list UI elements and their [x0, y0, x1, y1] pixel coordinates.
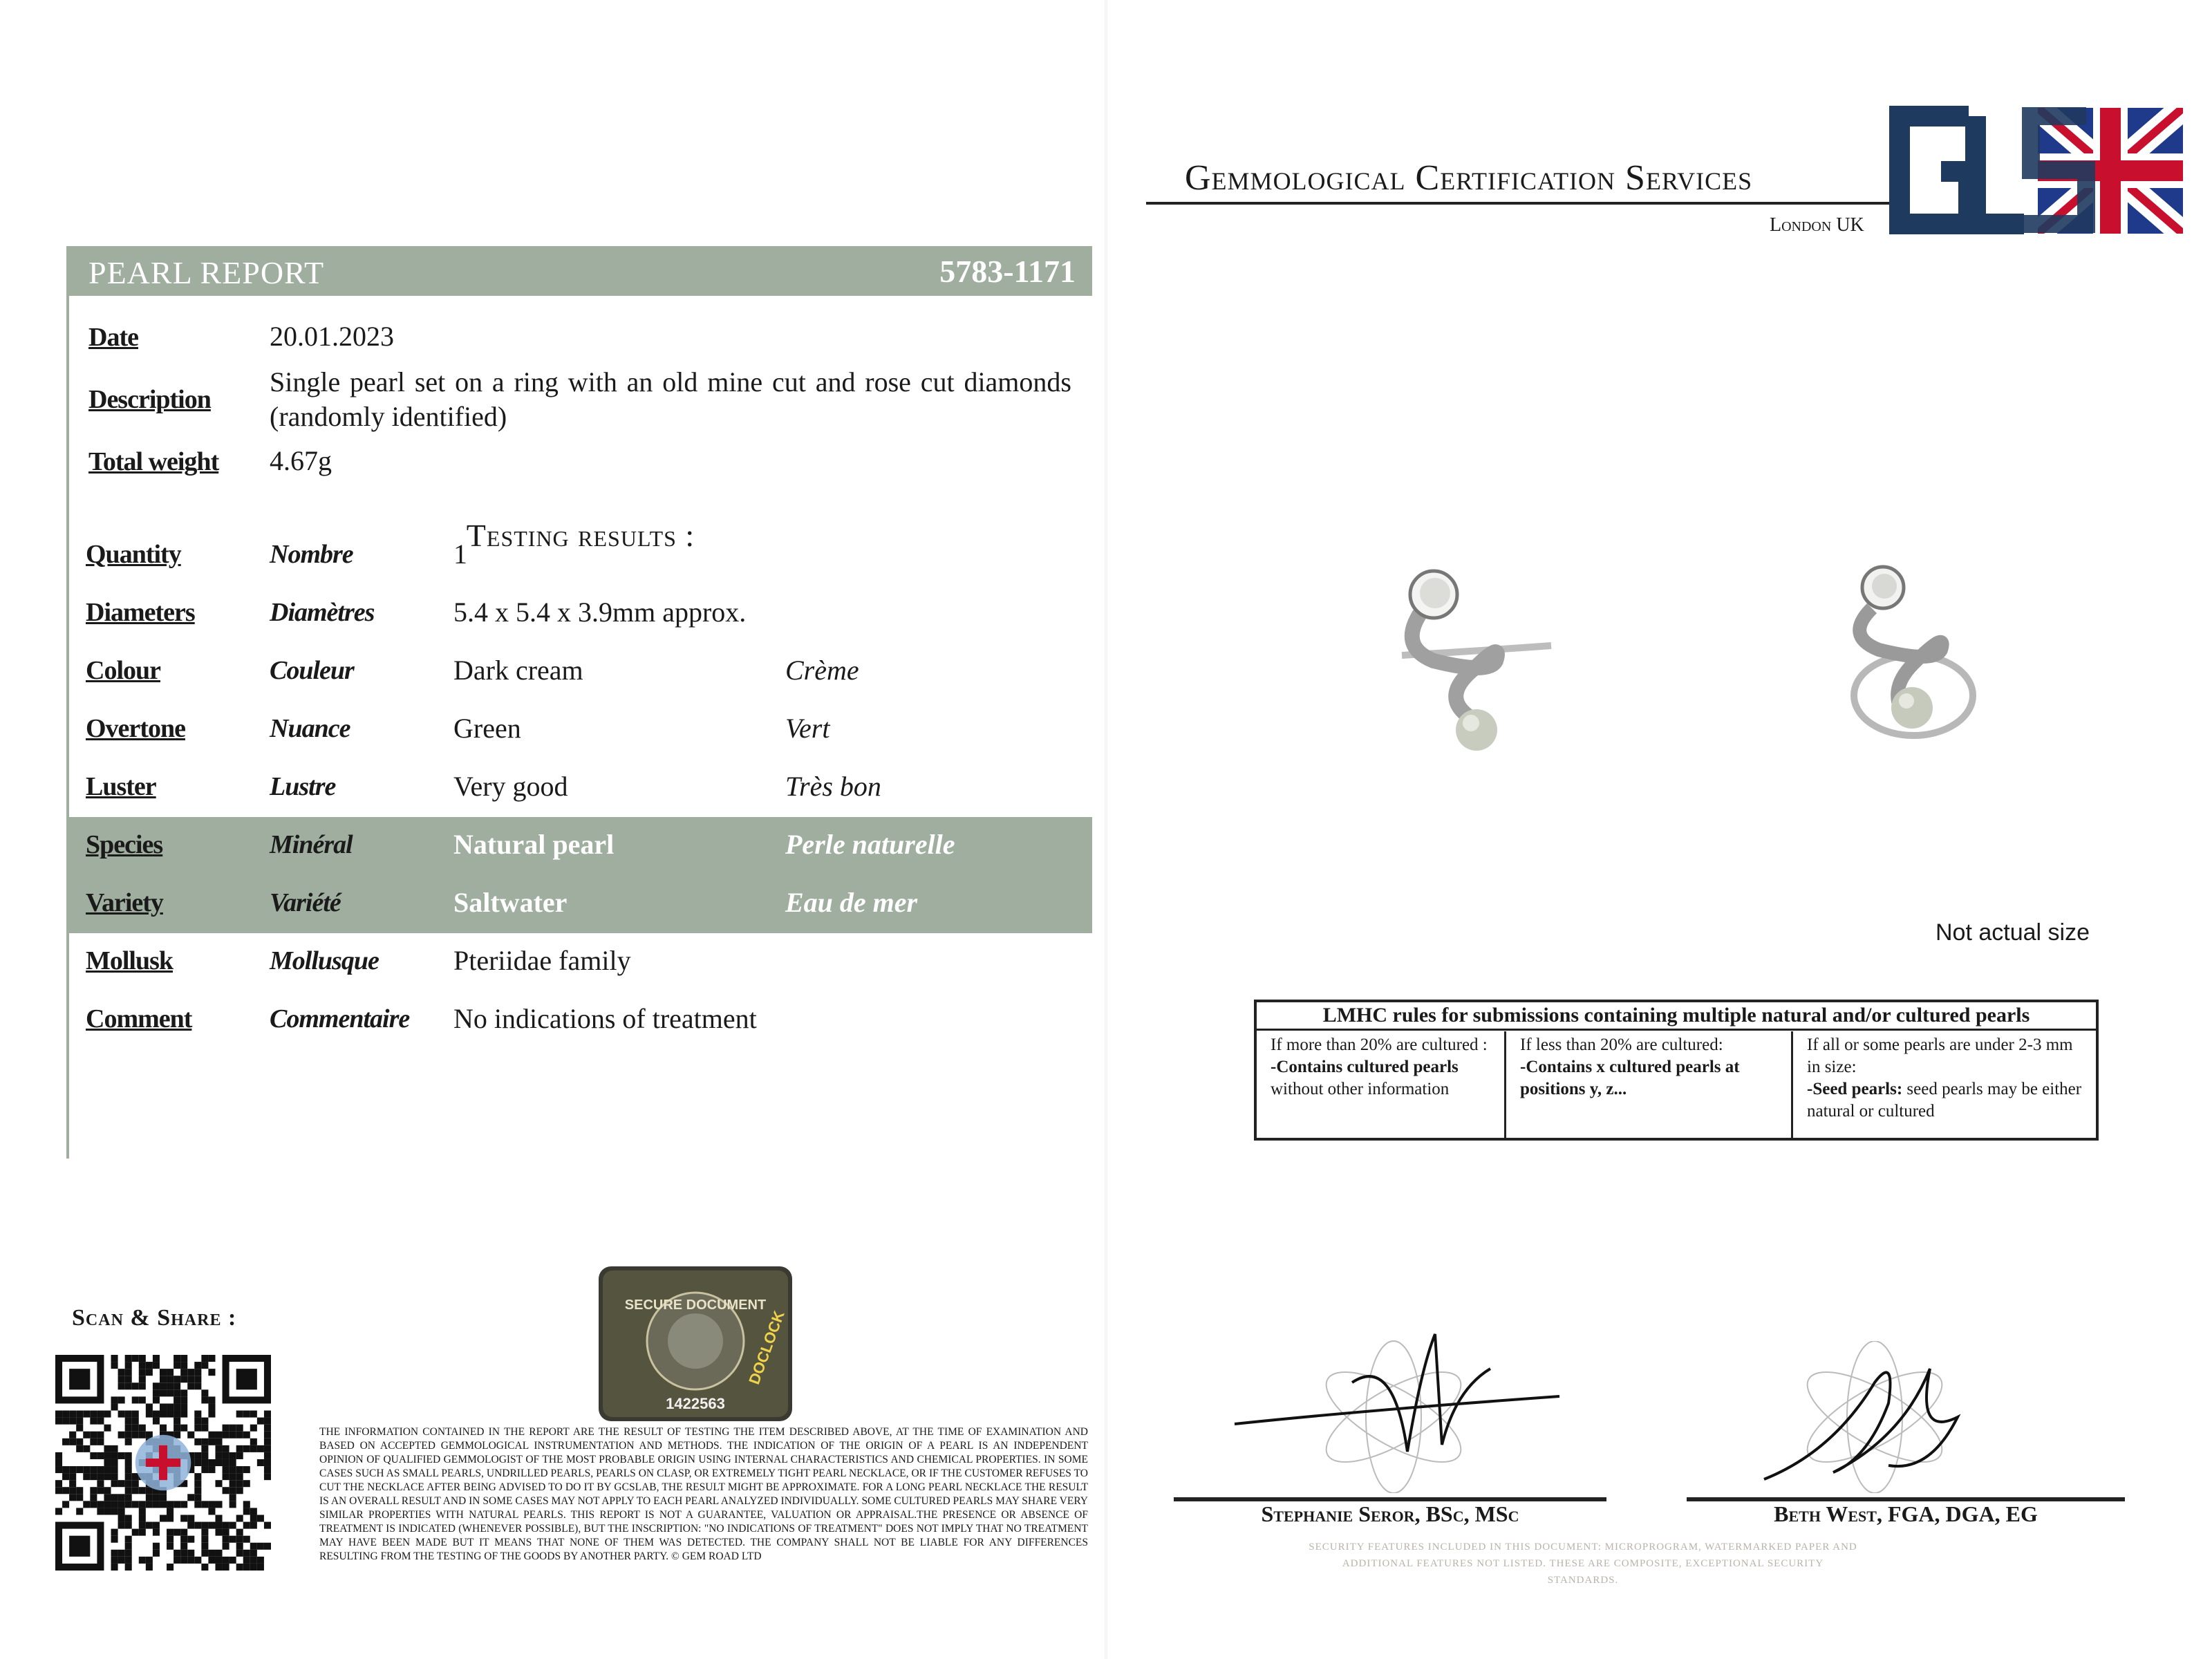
result-value: 1 — [453, 538, 467, 570]
result-row — [69, 643, 1092, 701]
doclock-seal-icon — [599, 1266, 792, 1421]
result-label-fr: Commentaire — [270, 1004, 410, 1033]
result-label-fr: Couleur — [270, 656, 354, 685]
seal-serial: 1422563 — [666, 1395, 725, 1412]
result-value-fr: Eau de mer — [785, 887, 918, 918]
result-label-fr: Diamètres — [270, 598, 375, 627]
ring-front-image — [1392, 557, 1559, 755]
date-value: 20.01.2023 — [270, 321, 394, 352]
lmhc-rules-table — [1254, 1000, 2099, 1141]
result-label-fr: Minéral — [270, 830, 353, 859]
legal-disclaimer: THE INFORMATION CONTAINED IN THE REPORT ARE THE RESULT OF TESTING THE ITEM DESCRIBED ABOVE, AT THE TIME OF EXAMINATION AND BASED ON ACCEPTED GEMMOLOGICAL INSTRUMENTATION AND METHODS. THE INDICATION OF THE ORIGIN OF A PEARL IS AN INDEPENDENT OPINION OF QUALIFIED GEMMOLOGIST OF THE MOST PROBABLE ORIGIN USING INTERNAL CHARACTERISTICS AND CHEMICAL PROPERTIES. IN SOME CASES SUCH AS SMALL PEARLS, UNDRILLED PEARLS, PEARLS ON CLASP, OR EXTREMELY TIGHT PEARL NECKLACE, OR IF THE CUSTOMER REFUSES TO CUT THE NECKLACE AFTER BEING ADVISED TO DO IT BY GCSLAB, THE RESULT MIGHT BE APPROXIMATE. FOR A LONG PEARL NECKLACE THE RESULT IS AN OVERALL RESULT AND IN SOME CASES MAY NOT APPLY TO EACH PEARL ANALYZED INDIVIDUALLY. SOME CULTURED PEARLS MAY SHARE VERY SIMILAR PROPERTIES WITH NATURAL PEARLS. THIS REPORT IS NOT A GUARANTEE, VALUATION OR APPRAISAL.THE PRESENCE OR ABSENCE OF TREATMENT IS INDICATED (WHENEVER POSSIBLE), BUT THE INSCRIPTION: "NO INDICATIONS OF TREATMENT" DOES NOT IMPLY THAT NO TREATMENT MAY HAVE BEEN MADE BUT IT MEANS THAT NONE OF THEM WAS DETECTED. THE COMPANY SHALL NOT BE LIABLE FOR ANY DIFFERENCES RESULTING FROM THE TESTING OF THE GOODS BY ANOTHER PARTY. © GEM ROAD LTD — [319, 1426, 1088, 1562]
result-row — [69, 817, 1092, 875]
result-value-fr: Crème — [785, 655, 859, 686]
result-label-en: Overtone — [86, 714, 185, 743]
result-value: 5.4 x 5.4 x 3.9mm approx. — [453, 597, 747, 628]
result-row — [69, 527, 1092, 585]
result-row — [69, 759, 1092, 817]
report-title: PEARL REPORT — [88, 255, 325, 290]
result-value-fr: Très bon — [785, 771, 881, 802]
scan-share-title: Scan & Share : — [72, 1305, 237, 1331]
result-row — [69, 585, 1092, 643]
testing-results-title: Testing results : — [466, 518, 695, 553]
organization-city: London UK — [1770, 214, 1864, 236]
result-value-fr: Vert — [785, 713, 830, 744]
result-label-fr: Mollusque — [270, 946, 379, 975]
result-label-en: Variety — [86, 888, 163, 917]
result-value-fr: Perle naturelle — [785, 829, 955, 860]
result-label-fr: Lustre — [270, 772, 336, 801]
result-row — [69, 991, 1092, 1049]
rules-col-less-than-20: If less than 20% are cultured: -Contains x cultured pearls at positions y, z... — [1520, 1035, 1740, 1098]
result-row — [69, 875, 1092, 933]
description-value: Single pearl set on a ring with an old mine cut and rose cut diamonds (randomly identified) — [270, 366, 1071, 432]
result-value: Dark cream — [453, 655, 583, 686]
result-value: Very good — [453, 771, 568, 802]
result-value: Natural pearl — [453, 829, 615, 860]
gcs-logo-icon — [1886, 102, 2190, 238]
seal-text: SECURE DOCUMENT — [624, 1297, 767, 1313]
result-value: Saltwater — [453, 887, 568, 918]
qr-code[interactable] — [55, 1355, 271, 1571]
result-label-en: Mollusk — [86, 946, 174, 975]
pearl-report — [66, 246, 1092, 1159]
header-rule — [1146, 202, 1893, 205]
rules-title: LMHC rules for submissions containing multiple natural and/or cultured pearls — [1257, 1002, 2096, 1031]
not-actual-size-note: Not actual size — [1936, 919, 2090, 946]
organization-name: Gemmological Certification Services — [1185, 158, 1753, 198]
description-label: Description — [88, 385, 211, 414]
signatory-name-1: Stephanie Seror, BSc, MSc — [1261, 1501, 1519, 1526]
result-label-en: Diameters — [86, 598, 195, 627]
date-label: Date — [88, 323, 138, 352]
signature-stephanie-seror — [1228, 1327, 1587, 1493]
ring-angle-image — [1830, 560, 1977, 752]
signatory-name-2: Beth West, FGA, DGA, EG — [1774, 1501, 2038, 1526]
security-features-note: SECURITY FEATURES INCLUDED IN THIS DOCUMENT: MICROPROGRAM, WATERMARKED PAPER AND ADDITIONAL FEATURES NOT LISTED. THESE ARE COMPOSITE, EXCEPTIONAL SECURITY STANDARDS. — [1309, 1541, 1857, 1586]
result-label-en: Comment — [86, 1004, 192, 1033]
result-row — [69, 701, 1092, 759]
result-label-en: Quantity — [86, 540, 181, 569]
right-page — [1106, 0, 2212, 1659]
weight-value: 4.67g — [270, 445, 332, 476]
result-label-en: Luster — [86, 772, 156, 801]
result-label-fr: Nombre — [270, 540, 353, 569]
seal-brand: DOCLOCK — [745, 1308, 788, 1387]
result-value: Green — [453, 713, 521, 744]
weight-label: Total weight — [88, 447, 219, 476]
rules-col-seed-pearls: If all or some pearls are under 2-3 mm in size: -Seed pearls: seed pearls may be either natural or cultured — [1807, 1035, 2082, 1121]
result-label-fr: Nuance — [270, 714, 350, 743]
report-number: 5783-1171 — [939, 254, 1076, 289]
signature-beth-west — [1750, 1341, 1999, 1493]
rules-col-more-than-20: If more than 20% are cultured : -Contains cultured pearls without other information — [1271, 1035, 1488, 1098]
result-label-fr: Variété — [270, 888, 341, 917]
result-label-en: Species — [86, 830, 163, 859]
report-header — [69, 246, 1092, 296]
result-label-en: Colour — [86, 656, 160, 685]
result-value: No indications of treatment — [453, 1003, 757, 1034]
result-value: Pteriidae family — [453, 945, 631, 976]
result-row — [69, 933, 1092, 991]
